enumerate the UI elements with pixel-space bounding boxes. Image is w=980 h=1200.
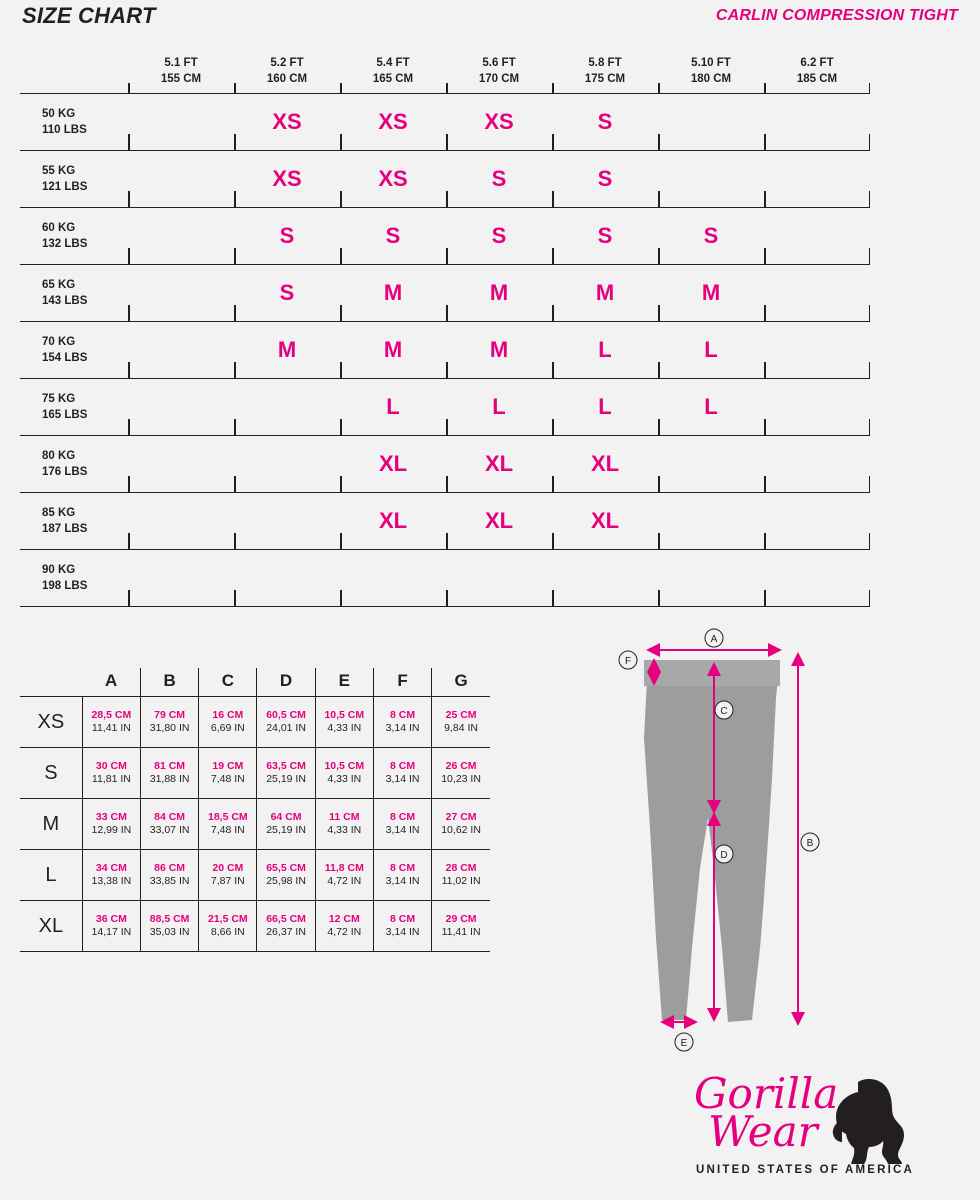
size-grid-column-header bbox=[340, 55, 446, 94]
measurement-row bbox=[20, 850, 490, 901]
measurement-in: 31,80 IN bbox=[149, 722, 190, 734]
measurement-in: 10,62 IN bbox=[441, 824, 481, 836]
measurement-cell bbox=[315, 748, 373, 799]
size-grid-cell bbox=[340, 550, 446, 607]
size-grid-cell: M bbox=[340, 265, 446, 322]
size-grid-corner bbox=[20, 55, 128, 94]
row-label-lbs: 176 LBS bbox=[42, 466, 88, 479]
size-grid-cell: L bbox=[658, 379, 764, 436]
measurement-cell bbox=[432, 850, 490, 901]
measurement-in: 4,33 IN bbox=[327, 773, 362, 785]
row-label-lbs: 198 LBS bbox=[42, 580, 88, 593]
size-grid-row-label bbox=[20, 322, 128, 379]
measurement-in: 9,84 IN bbox=[444, 722, 478, 734]
measurement-cm: 12 CM bbox=[328, 912, 360, 925]
size-grid-section bbox=[20, 55, 870, 607]
row-label-lbs: 187 LBS bbox=[42, 523, 88, 536]
measurement-in: 3,14 IN bbox=[385, 875, 420, 887]
measurement-cell bbox=[315, 697, 373, 748]
measurement-in: 10,23 IN bbox=[441, 773, 481, 785]
size-grid-row-label bbox=[20, 265, 128, 322]
measurement-size-label: XL bbox=[20, 901, 82, 952]
measurement-cm: 29 CM bbox=[445, 912, 477, 925]
size-grid-cell: S bbox=[340, 208, 446, 265]
row-label-kg: 80 KG bbox=[42, 449, 76, 462]
size-grid-header-row bbox=[20, 55, 870, 94]
tights-shape bbox=[644, 660, 780, 1022]
size-grid-cell bbox=[764, 208, 870, 265]
measurement-in: 4,72 IN bbox=[327, 926, 362, 938]
measurement-column-header: C bbox=[199, 668, 257, 697]
size-grid-cell bbox=[764, 436, 870, 493]
size-grid-cell: XL bbox=[340, 436, 446, 493]
size-grid-cell bbox=[658, 550, 764, 607]
size-grid-row bbox=[20, 436, 870, 493]
measurement-cm: 30 CM bbox=[95, 759, 127, 772]
size-grid-cell bbox=[128, 379, 234, 436]
size-grid-cell: XS bbox=[340, 94, 446, 151]
column-header-cm: 160 CM bbox=[266, 72, 308, 85]
row-label-kg: 75 KG bbox=[42, 392, 76, 405]
logo-line-2: Wear bbox=[708, 1107, 818, 1156]
size-grid-cell bbox=[658, 493, 764, 550]
size-grid-cell: L bbox=[552, 379, 658, 436]
measurement-cm: 36 CM bbox=[95, 912, 127, 925]
column-header-feet: 6.2 FT bbox=[800, 57, 834, 69]
size-grid-cell bbox=[128, 265, 234, 322]
size-grid-cell: XL bbox=[552, 493, 658, 550]
size-grid-cell bbox=[658, 436, 764, 493]
measurement-cell bbox=[257, 748, 315, 799]
measurement-cm: 84 CM bbox=[154, 810, 186, 823]
measurement-column-header: E bbox=[315, 668, 373, 697]
measurement-cm: 63,5 CM bbox=[266, 759, 306, 772]
size-grid-cell bbox=[234, 550, 340, 607]
column-header-cm: 155 CM bbox=[160, 72, 202, 85]
size-grid-column-header bbox=[552, 55, 658, 94]
measurement-cm: 27 CM bbox=[445, 810, 477, 823]
measurement-cell bbox=[373, 697, 431, 748]
size-grid-row-label bbox=[20, 379, 128, 436]
size-grid-cell: S bbox=[234, 265, 340, 322]
measurement-size-label: L bbox=[20, 850, 82, 901]
size-grid-row bbox=[20, 94, 870, 151]
column-header-cm: 170 CM bbox=[478, 72, 520, 85]
measurement-column-header: G bbox=[432, 668, 490, 697]
size-grid-cell: XL bbox=[446, 493, 552, 550]
measurement-cm: 10,5 CM bbox=[324, 708, 365, 721]
measurement-cm: 11,8 CM bbox=[324, 861, 364, 874]
brand-logo bbox=[690, 1068, 920, 1178]
measurement-cm: 8 CM bbox=[389, 759, 416, 772]
measurement-cm: 26 CM bbox=[445, 759, 477, 772]
measurement-cell bbox=[82, 850, 140, 901]
size-grid-cell bbox=[764, 550, 870, 607]
measurement-cm: 28 CM bbox=[445, 861, 477, 874]
measurement-cell bbox=[257, 850, 315, 901]
row-label-kg: 65 KG bbox=[42, 278, 76, 291]
size-grid-cell: XS bbox=[234, 151, 340, 208]
size-grid-cell: XL bbox=[340, 493, 446, 550]
measurement-cm: 64 CM bbox=[270, 810, 302, 823]
measurement-cell bbox=[315, 850, 373, 901]
size-grid-cell: S bbox=[552, 151, 658, 208]
page-title: SIZE CHART bbox=[22, 3, 156, 28]
measurement-cell bbox=[140, 748, 198, 799]
measurement-in: 11,81 IN bbox=[91, 773, 131, 785]
measurement-cell bbox=[199, 748, 257, 799]
size-grid-row bbox=[20, 151, 870, 208]
row-label-kg: 55 KG bbox=[42, 164, 76, 177]
measurement-cm: 60,5 CM bbox=[266, 708, 306, 721]
row-label-lbs: 121 LBS bbox=[42, 181, 88, 194]
measurement-in: 26,37 IN bbox=[266, 926, 306, 938]
size-grid-column-header bbox=[764, 55, 870, 94]
measurement-cell bbox=[199, 799, 257, 850]
size-grid-cell: XS bbox=[340, 151, 446, 208]
size-grid-cell bbox=[552, 550, 658, 607]
size-grid-cell: XS bbox=[234, 94, 340, 151]
measurement-cell bbox=[140, 850, 198, 901]
measurement-in: 7,48 IN bbox=[210, 773, 245, 785]
size-grid-cell bbox=[128, 550, 234, 607]
measurement-column-header: A bbox=[82, 668, 140, 697]
size-grid-cell: L bbox=[446, 379, 552, 436]
callout-label-c: C bbox=[720, 706, 728, 717]
size-grid-cell: M bbox=[340, 322, 446, 379]
measurement-size-label: S bbox=[20, 748, 82, 799]
measurement-column-header: B bbox=[140, 668, 198, 697]
callout-label-a: A bbox=[710, 634, 718, 645]
measurement-in: 25,19 IN bbox=[266, 824, 306, 836]
measurement-cell bbox=[432, 799, 490, 850]
measurement-cell bbox=[373, 901, 431, 952]
measurement-in: 4,33 IN bbox=[327, 824, 362, 836]
measurement-cm: 33 CM bbox=[95, 810, 127, 823]
garment-illustration bbox=[600, 628, 960, 1058]
size-grid-column-header bbox=[128, 55, 234, 94]
row-label-kg: 70 KG bbox=[42, 335, 76, 348]
measurement-in: 33,07 IN bbox=[149, 824, 190, 836]
measurement-row bbox=[20, 901, 490, 952]
size-grid-cell bbox=[764, 322, 870, 379]
measurement-cell bbox=[82, 697, 140, 748]
measurement-cell bbox=[199, 901, 257, 952]
size-grid-column-header bbox=[446, 55, 552, 94]
size-grid-cell bbox=[446, 550, 552, 607]
size-grid-row bbox=[20, 322, 870, 379]
row-label-lbs: 132 LBS bbox=[42, 238, 88, 251]
measurement-table bbox=[20, 668, 490, 952]
measurement-in: 14,17 IN bbox=[91, 926, 132, 938]
column-header-feet: 5.2 FT bbox=[270, 57, 304, 69]
size-grid-cell: S bbox=[446, 151, 552, 208]
measurement-cm: 11 CM bbox=[329, 810, 360, 823]
measurement-cm: 81 CM bbox=[154, 759, 186, 772]
size-grid-cell bbox=[234, 379, 340, 436]
measurement-cell bbox=[82, 799, 140, 850]
column-header-cm: 175 CM bbox=[584, 72, 626, 85]
size-grid-cell: M bbox=[658, 265, 764, 322]
measurement-in: 25,19 IN bbox=[266, 773, 306, 785]
measurement-body bbox=[20, 697, 490, 952]
measurement-cm: 21,5 CM bbox=[207, 912, 248, 925]
callout-label-b: B bbox=[806, 838, 814, 849]
measurement-cell bbox=[373, 850, 431, 901]
size-grid-cell bbox=[128, 493, 234, 550]
measurement-cell bbox=[373, 748, 431, 799]
size-grid-cell bbox=[764, 94, 870, 151]
size-grid-cell bbox=[128, 322, 234, 379]
measurement-cm: 10,5 CM bbox=[324, 759, 365, 772]
row-label-lbs: 165 LBS bbox=[42, 409, 88, 422]
measurement-in: 7,87 IN bbox=[210, 875, 245, 887]
size-grid-cell bbox=[764, 379, 870, 436]
measurement-in: 11,02 IN bbox=[441, 875, 481, 887]
size-grid-cell: L bbox=[552, 322, 658, 379]
measurement-corner bbox=[20, 668, 82, 697]
measurement-in: 4,72 IN bbox=[327, 875, 362, 887]
measurement-row bbox=[20, 697, 490, 748]
measurement-cell bbox=[373, 799, 431, 850]
size-grid-table bbox=[20, 55, 870, 607]
measurement-row bbox=[20, 799, 490, 850]
measurement-cell bbox=[257, 697, 315, 748]
measurement-size-label: XS bbox=[20, 697, 82, 748]
row-label-lbs: 154 LBS bbox=[42, 352, 88, 365]
callout-label-d: D bbox=[720, 850, 728, 861]
measurement-cell bbox=[315, 799, 373, 850]
measurement-cell bbox=[140, 697, 198, 748]
measurement-cm: 65,5 CM bbox=[266, 861, 306, 874]
measurement-section bbox=[20, 668, 490, 952]
size-grid-row-label bbox=[20, 436, 128, 493]
measurement-column-header: D bbox=[257, 668, 315, 697]
measurement-cell bbox=[257, 799, 315, 850]
size-grid-row bbox=[20, 550, 870, 607]
size-grid-cell bbox=[234, 493, 340, 550]
size-grid-cell: XS bbox=[446, 94, 552, 151]
size-grid-cell bbox=[764, 493, 870, 550]
callout-label-f: F bbox=[624, 656, 632, 667]
measurement-cm: 8 CM bbox=[389, 708, 416, 721]
measurement-cm: 18,5 CM bbox=[207, 810, 248, 823]
column-header-feet: 5.10 FT bbox=[691, 57, 731, 69]
measurement-cell bbox=[82, 901, 140, 952]
measurement-in: 12,99 IN bbox=[91, 824, 132, 836]
size-grid-row-label bbox=[20, 151, 128, 208]
measurement-cm: 20 CM bbox=[212, 861, 244, 874]
measurement-cell bbox=[432, 901, 490, 952]
measurement-in: 3,14 IN bbox=[385, 926, 420, 938]
measurement-cm: 86 CM bbox=[154, 861, 186, 874]
row-label-lbs: 143 LBS bbox=[42, 295, 88, 308]
size-grid-body bbox=[20, 94, 870, 607]
gorilla-silhouette bbox=[833, 1079, 904, 1164]
size-grid-row-label bbox=[20, 493, 128, 550]
size-grid-cell: XL bbox=[446, 436, 552, 493]
size-grid-row bbox=[20, 493, 870, 550]
size-grid-cell: S bbox=[658, 208, 764, 265]
size-grid-cell bbox=[128, 151, 234, 208]
measurement-cm: 79 CM bbox=[154, 708, 186, 721]
logo-line-1: Gorilla bbox=[694, 1069, 839, 1118]
size-grid-cell: M bbox=[446, 265, 552, 322]
row-label-kg: 90 KG bbox=[42, 563, 76, 576]
measurement-cm: 34 CM bbox=[95, 861, 127, 874]
measurement-in: 8,66 IN bbox=[210, 926, 245, 938]
size-grid-cell: M bbox=[552, 265, 658, 322]
size-grid-cell bbox=[658, 94, 764, 151]
measurement-in: 13,38 IN bbox=[91, 875, 132, 887]
measurement-in: 3,14 IN bbox=[385, 824, 420, 836]
measurement-cell bbox=[257, 901, 315, 952]
column-header-cm: 165 CM bbox=[372, 72, 414, 85]
size-grid-cell bbox=[128, 208, 234, 265]
size-grid-row bbox=[20, 379, 870, 436]
measurement-in: 31,88 IN bbox=[149, 773, 190, 785]
size-grid-cell bbox=[764, 151, 870, 208]
measurement-in: 6,69 IN bbox=[210, 722, 245, 734]
measurement-row bbox=[20, 748, 490, 799]
column-header-feet: 5.1 FT bbox=[164, 57, 198, 69]
size-grid-cell bbox=[658, 151, 764, 208]
measurement-cell bbox=[432, 697, 490, 748]
size-grid-cell: S bbox=[446, 208, 552, 265]
size-grid-cell bbox=[128, 94, 234, 151]
column-header-feet: 5.4 FT bbox=[376, 57, 410, 69]
measurement-in: 3,14 IN bbox=[385, 722, 420, 734]
row-label-kg: 50 KG bbox=[42, 107, 76, 120]
measurement-cell bbox=[140, 799, 198, 850]
measurement-header-row bbox=[20, 668, 490, 697]
logo-tagline: UNITED STATES OF AMERICA bbox=[695, 1164, 915, 1176]
size-grid-row-label bbox=[20, 94, 128, 151]
size-grid-cell: S bbox=[234, 208, 340, 265]
measurement-column-header: F bbox=[373, 668, 431, 697]
size-grid-cell: M bbox=[446, 322, 552, 379]
measurement-cm: 25 CM bbox=[445, 708, 477, 721]
size-grid-column-header bbox=[658, 55, 764, 94]
size-grid-row-label bbox=[20, 208, 128, 265]
size-grid-cell: S bbox=[552, 94, 658, 151]
product-name: CARLIN COMPRESSION TIGHT bbox=[715, 7, 958, 24]
measurement-cm: 19 CM bbox=[212, 759, 244, 772]
measurement-cell bbox=[140, 901, 198, 952]
callout-label-e: E bbox=[680, 1038, 688, 1049]
row-label-lbs: 110 LBS bbox=[42, 124, 87, 137]
measurement-in: 33,85 IN bbox=[149, 875, 190, 887]
measurement-cell bbox=[199, 850, 257, 901]
column-header-cm: 180 CM bbox=[690, 72, 732, 85]
measurement-cell bbox=[199, 697, 257, 748]
measurement-cm: 16 CM bbox=[212, 708, 244, 721]
size-grid-row-label bbox=[20, 550, 128, 607]
measurement-in: 25,98 IN bbox=[266, 875, 306, 887]
size-grid-cell: L bbox=[658, 322, 764, 379]
size-grid-column-header bbox=[234, 55, 340, 94]
size-grid-cell bbox=[128, 436, 234, 493]
measurement-cm: 88,5 CM bbox=[149, 912, 190, 925]
size-grid-cell bbox=[234, 436, 340, 493]
measurement-in: 35,03 IN bbox=[149, 926, 190, 938]
measurement-in: 11,41 IN bbox=[91, 722, 131, 734]
measurement-in: 7,48 IN bbox=[210, 824, 245, 836]
measurement-cm: 66,5 CM bbox=[266, 912, 306, 925]
measurement-cm: 28,5 CM bbox=[91, 708, 132, 721]
measurement-cell bbox=[315, 901, 373, 952]
row-label-kg: 85 KG bbox=[42, 506, 76, 519]
page-header bbox=[0, 0, 980, 32]
size-grid-cell: S bbox=[552, 208, 658, 265]
measurement-cm: 8 CM bbox=[389, 810, 416, 823]
measurement-cm: 8 CM bbox=[389, 861, 416, 874]
measurement-in: 3,14 IN bbox=[385, 773, 420, 785]
column-header-feet: 5.6 FT bbox=[482, 57, 516, 69]
size-grid-row bbox=[20, 208, 870, 265]
measurement-size-label: M bbox=[20, 799, 82, 850]
size-grid-cell: XL bbox=[552, 436, 658, 493]
measurement-cell bbox=[432, 748, 490, 799]
size-grid-cell: L bbox=[340, 379, 446, 436]
size-grid-row bbox=[20, 265, 870, 322]
size-grid-cell: M bbox=[234, 322, 340, 379]
column-header-cm: 185 CM bbox=[796, 72, 838, 85]
measurement-in: 11,41 IN bbox=[441, 926, 481, 938]
measurement-in: 24,01 IN bbox=[266, 722, 306, 734]
measurement-cell bbox=[82, 748, 140, 799]
row-label-kg: 60 KG bbox=[42, 221, 76, 234]
size-grid-cell bbox=[764, 265, 870, 322]
measurement-cm: 8 CM bbox=[389, 912, 416, 925]
measurement-in: 4,33 IN bbox=[327, 722, 362, 734]
column-header-feet: 5.8 FT bbox=[588, 57, 622, 69]
